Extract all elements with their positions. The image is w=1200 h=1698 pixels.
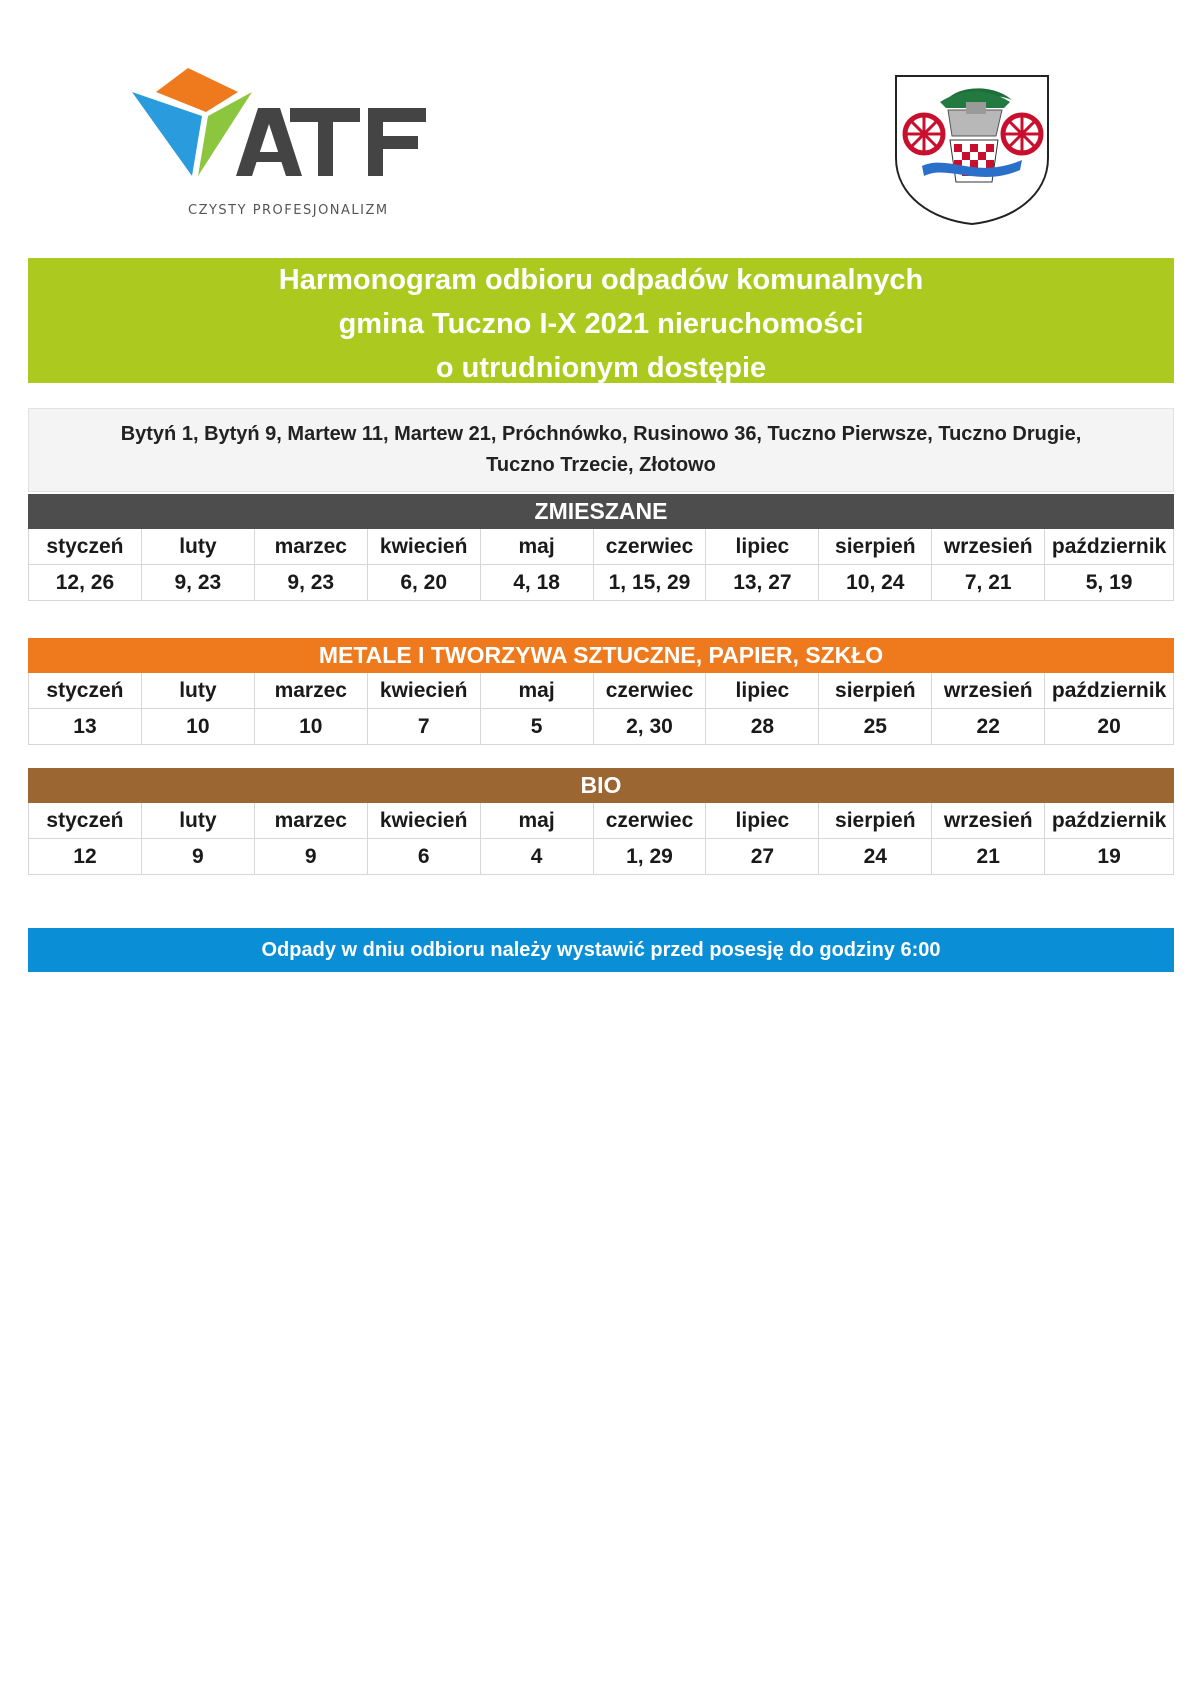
month-cell: lipiec — [706, 673, 819, 709]
date-cell: 9 — [142, 839, 255, 875]
month-header-row — [28, 803, 1174, 839]
atf-tagline: CZYSTY PROFESJONALIZM — [188, 203, 389, 218]
date-cell: 2, 30 — [594, 709, 707, 745]
atf-logo — [128, 68, 478, 218]
month-cell: kwiecień — [368, 673, 481, 709]
date-cell: 9, 23 — [255, 565, 368, 601]
date-cell: 10 — [142, 709, 255, 745]
section-metale — [28, 638, 1174, 745]
month-cell: maj — [481, 529, 594, 565]
date-cell: 7, 21 — [932, 565, 1045, 601]
date-cell: 12 — [29, 839, 142, 875]
month-cell: wrzesień — [932, 529, 1045, 565]
month-cell: sierpień — [819, 529, 932, 565]
date-cell: 24 — [819, 839, 932, 875]
footer-notice: Odpady w dniu odbioru należy wystawić przed posesję do godziny 6:00 — [28, 928, 1174, 972]
month-cell: czerwiec — [594, 803, 707, 839]
month-cell: kwiecień — [368, 529, 481, 565]
month-cell: wrzesień — [932, 803, 1045, 839]
section-zmieszane — [28, 494, 1174, 601]
month-cell: marzec — [255, 673, 368, 709]
locations-line-1: Bytyń 1, Bytyń 9, Martew 11, Martew 21, Próchnówko, Rusinowo 36, Tuczno Pierwsze, Tuczno Drugie, — [120, 423, 1082, 445]
date-cell: 10, 24 — [819, 565, 932, 601]
month-cell: kwiecień — [368, 803, 481, 839]
date-cell: 5 — [481, 709, 594, 745]
date-cell: 9 — [255, 839, 368, 875]
dates-row — [28, 565, 1174, 601]
month-cell: marzec — [255, 803, 368, 839]
month-header-row — [28, 673, 1174, 709]
date-cell: 6 — [368, 839, 481, 875]
title-line-2: gmina Tuczno I-X 2021 nieruchomości — [338, 308, 864, 340]
month-cell: luty — [142, 673, 255, 709]
month-cell: wrzesień — [932, 673, 1045, 709]
dates-row — [28, 839, 1174, 875]
title-banner — [28, 258, 1174, 383]
date-cell: 20 — [1045, 709, 1174, 745]
month-cell: październik — [1045, 803, 1174, 839]
month-cell: sierpień — [819, 673, 932, 709]
title-line-3: o utrudnionym dostępie — [435, 352, 767, 384]
month-cell: marzec — [255, 529, 368, 565]
date-cell: 10 — [255, 709, 368, 745]
month-cell: luty — [142, 529, 255, 565]
month-cell: lipiec — [706, 803, 819, 839]
month-header-row — [28, 529, 1174, 565]
date-cell: 12, 26 — [29, 565, 142, 601]
section-header: METALE I TWORZYWA SZTUCZNE, PAPIER, SZKŁO — [28, 638, 1174, 673]
date-cell: 1, 15, 29 — [594, 565, 707, 601]
month-cell: luty — [142, 803, 255, 839]
date-cell: 27 — [706, 839, 819, 875]
month-cell: styczeń — [29, 529, 142, 565]
month-cell: październik — [1045, 673, 1174, 709]
month-cell: maj — [481, 673, 594, 709]
date-cell: 13 — [29, 709, 142, 745]
date-cell: 4, 18 — [481, 565, 594, 601]
date-cell: 25 — [819, 709, 932, 745]
month-cell: lipiec — [706, 529, 819, 565]
month-cell: czerwiec — [594, 529, 707, 565]
title-line-1: Harmonogram odbioru odpadów komunalnych — [278, 264, 924, 296]
locations-box — [28, 408, 1174, 492]
month-cell: styczeń — [29, 803, 142, 839]
date-cell: 4 — [481, 839, 594, 875]
section-bio — [28, 768, 1174, 875]
month-cell: styczeń — [29, 673, 142, 709]
date-cell: 7 — [368, 709, 481, 745]
month-cell: październik — [1045, 529, 1174, 565]
dates-row — [28, 709, 1174, 745]
date-cell: 1, 29 — [594, 839, 707, 875]
date-cell: 5, 19 — [1045, 565, 1174, 601]
month-cell: czerwiec — [594, 673, 707, 709]
section-header: BIO — [28, 768, 1174, 803]
month-cell: sierpień — [819, 803, 932, 839]
section-header: ZMIESZANE — [28, 494, 1174, 529]
date-cell: 6, 20 — [368, 565, 481, 601]
month-cell: maj — [481, 803, 594, 839]
coat-of-arms-icon — [892, 74, 1052, 226]
date-cell: 28 — [706, 709, 819, 745]
locations-line-2: Tuczno Trzecie, Złotowo — [486, 454, 716, 476]
date-cell: 22 — [932, 709, 1045, 745]
date-cell: 9, 23 — [142, 565, 255, 601]
date-cell: 19 — [1045, 839, 1174, 875]
date-cell: 21 — [932, 839, 1045, 875]
date-cell: 13, 27 — [706, 565, 819, 601]
